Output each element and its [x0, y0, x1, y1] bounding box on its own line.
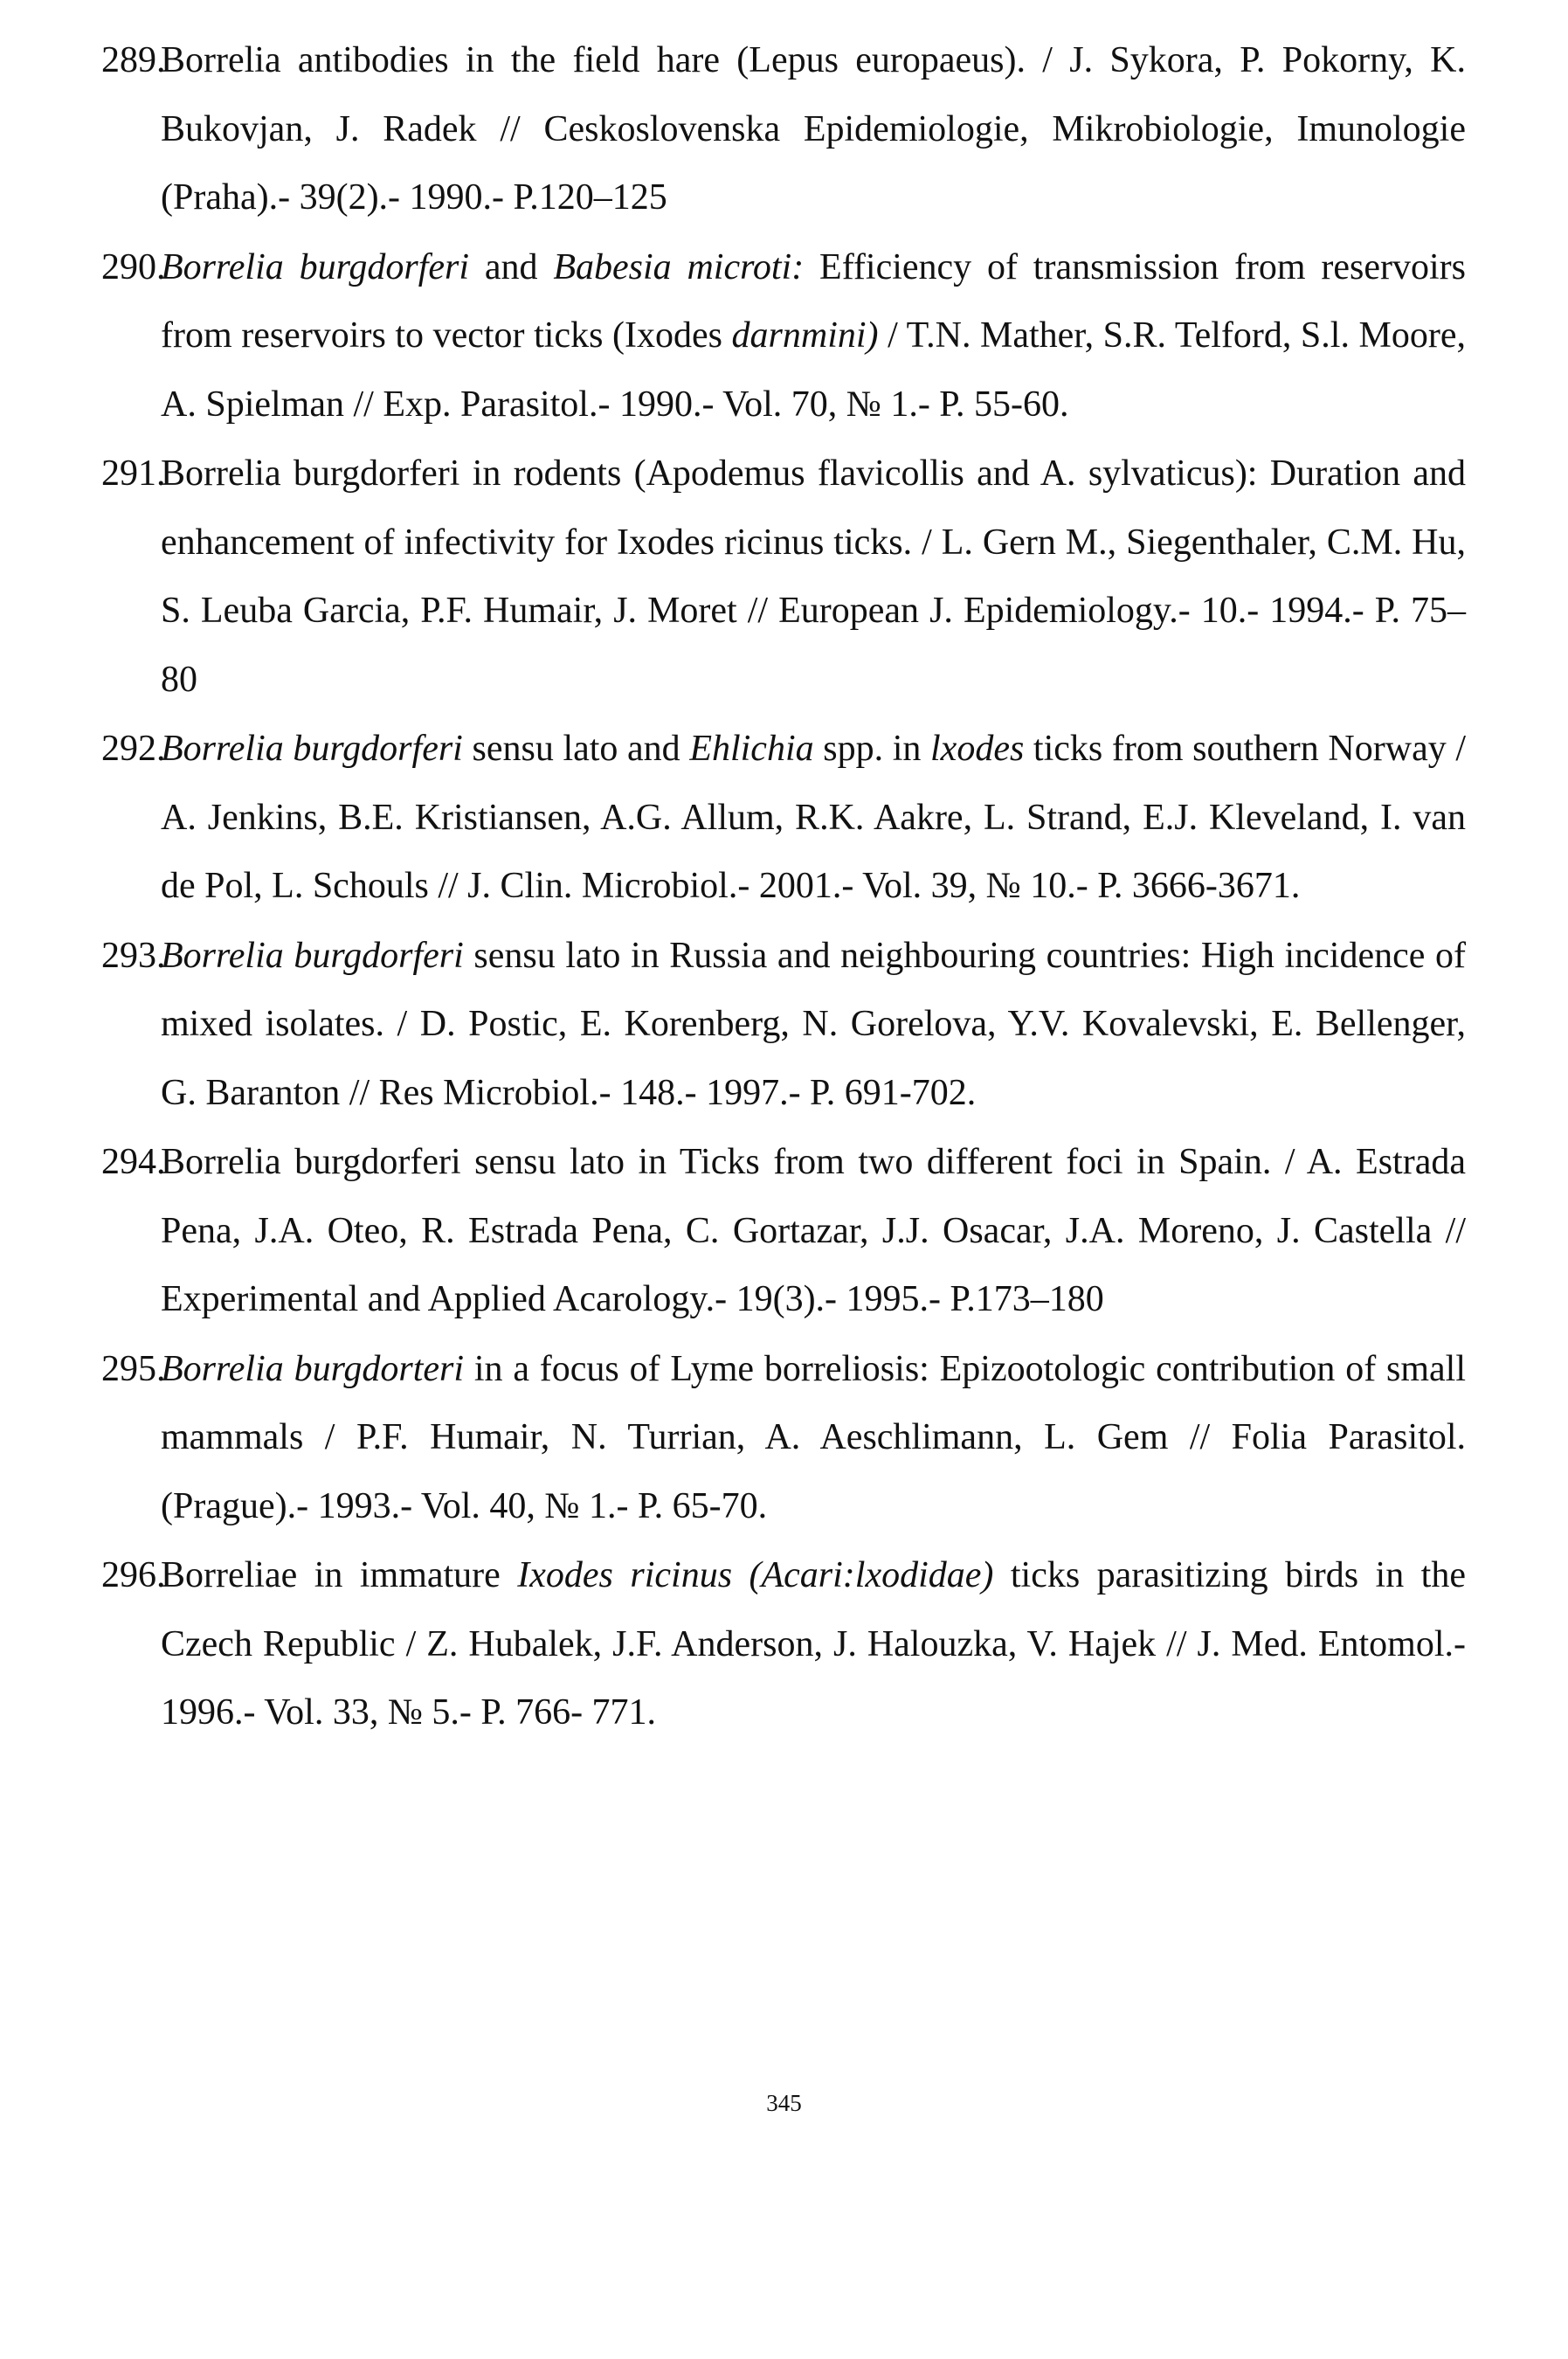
- reference-text: [161, 453, 1466, 700]
- reference-number: 291.: [101, 453, 166, 494]
- reference-text: [161, 40, 1466, 218]
- italic-segment: Ixodes ricinus (Acari:lxodidae): [517, 1555, 994, 1595]
- reference-item: [103, 439, 1466, 714]
- text-segment: Borrelia antibodies in the field hare (Lepus europaeus). / J. Sykora, P. Pokorny, K. Bukovjan, J. Radek // Ceskoslovenska Epidemiologie, Mikrobiologie, Imunologie (Praha).- 39(2).- 1990.- P.120–125: [161, 40, 1466, 218]
- reference-item: [103, 715, 1466, 921]
- italic-segment: Babesia microti:: [553, 246, 805, 287]
- text-segment: in a focus of Lyme borreliosis: Epizootologic contribution of small mammals / P.F. Humair, N. Turrian, A. Aeschlimann, L. Gem // Folia Parasitol. (Prague).- 1993.- Vol. 40, № 1.- P. 65-70.: [161, 1348, 1466, 1526]
- italic-segment: Ehlichia: [689, 729, 814, 769]
- reference-item: [103, 1541, 1466, 1747]
- italic-segment: darnmini): [731, 315, 879, 356]
- reference-item: [103, 1335, 1466, 1541]
- reference-number: 295.: [101, 1348, 166, 1389]
- page-number: 345: [766, 2090, 802, 2116]
- italic-segment: Borrelia burgdorferi: [161, 729, 463, 769]
- reference-number: 294.: [101, 1142, 166, 1182]
- text-segment: Efficiency of transmission from reservoirs from reservoirs to vector ticks (Ixodes: [161, 246, 1466, 356]
- text-segment: ticks from southern Norway / A. Jenkins, B.E. Kristiansen, A.G. Allum, R.K. Aakre, L. Strand, E.J. Kleveland, I. van de Pol, L. Schouls // J. Clin. Microbiol.- 2001.- Vol. 39, № 10.- P. 3666-3671.: [161, 729, 1466, 906]
- reference-text: [161, 1555, 1466, 1733]
- text-segment: / T.N. Mather, S.R. Telford, S.l. Moore, A. Spielman // Exp. Parasitol.- 1990.- Vol. 70, № 1.- P. 55-60.: [161, 315, 1466, 425]
- text-segment: Borreliae in immature: [161, 1555, 518, 1595]
- italic-segment: Borrelia burgdorferi: [161, 935, 464, 976]
- text-segment: ticks parasitizing birds in the Czech Republic / Z. Hubalek, J.F. Anderson, J. Halouzka, V. Hajek // J. Med. Entomol.- 1996.- Vol. 33, № 5.- P. 766- 771.: [161, 1555, 1466, 1733]
- text-segment: and: [469, 246, 554, 287]
- reference-number: 292.: [101, 729, 166, 769]
- reference-item: [103, 922, 1466, 1128]
- text-segment: Borrelia burgdorferi in rodents (Apodemus flavicollis and A. sylvaticus): Duration and enhancement of infectivity for Ixodes ricinus ticks. / L. Gern M., Siegenthaler, C.M. Hu, S. Leuba Garcia, P.F. Humair, J. Moret // European J. Epidemiology.- 10.- 1994.- P. 75–80: [161, 453, 1466, 700]
- text-segment: spp. in: [813, 729, 931, 769]
- reference-text: [161, 729, 1466, 906]
- italic-segment: Borrelia burgdorferi: [161, 246, 470, 287]
- text-segment: Borrelia burgdorferi sensu lato in Ticks from two different foci in Spain. / A. Estrada Pena, J.A. Oteo, R. Estrada Pena, C. Gortazar, J.J. Osacar, J.A. Moreno, J. Castella // Experimental and Applied Acarology.- 19(3).- 1995.- P.173–180: [161, 1142, 1466, 1319]
- reference-text: [161, 1349, 1466, 1526]
- italic-segment: lxodes: [930, 729, 1025, 769]
- reference-item: [103, 26, 1466, 232]
- reference-list: [103, 26, 1466, 1748]
- reference-text: [161, 247, 1466, 425]
- reference-text: [161, 936, 1466, 1113]
- reference-number: 289.: [101, 40, 166, 80]
- reference-text: [161, 1142, 1466, 1319]
- reference-number: 296.: [101, 1555, 166, 1595]
- reference-item: [103, 233, 1466, 439]
- reference-number: 293.: [101, 935, 166, 976]
- text-segment: sensu lato in Russia and neighbouring countries: High incidence of mixed isolates. / D. Postic, E. Korenberg, N. Gorelova, Y.V. Kovalevski, E. Bellenger, G. Baranton // Res Microbiol.- 148.- 1997.- P. 691-702.: [161, 935, 1466, 1113]
- italic-segment: Borrelia burgdorteri: [161, 1348, 465, 1389]
- reference-item: [103, 1128, 1466, 1334]
- reference-number: 290.: [101, 246, 166, 287]
- text-segment: sensu lato and: [462, 729, 690, 769]
